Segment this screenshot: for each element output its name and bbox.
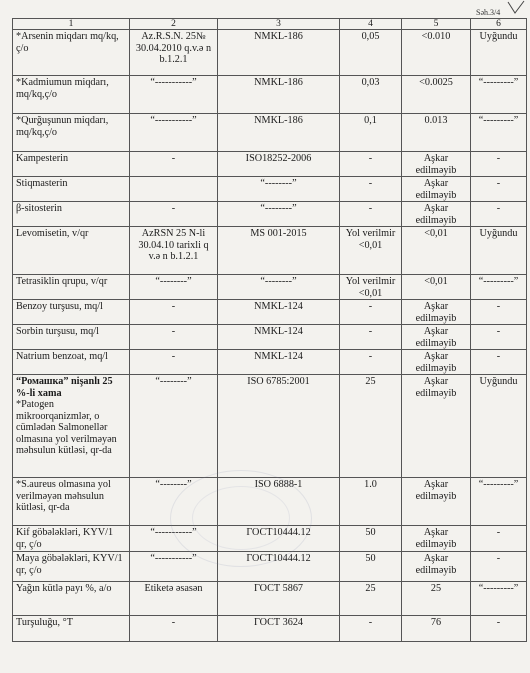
conclusion-cell: Uyğundu (471, 227, 527, 275)
indicator-cell: *S.aureus olmasına yol verilməyən məhsulun kütləsi, qr-da (13, 478, 130, 526)
result-cell: <0,01 (402, 227, 471, 275)
test-method-cell: NMKL-124 (218, 300, 340, 325)
norm-value-cell: 1.0 (340, 478, 402, 526)
test-method-cell: ГОСТ10444.12 (218, 552, 340, 582)
indicator-cell: Tetrasiklin qrupu, v/qr (13, 275, 130, 300)
result-cell: Aşkar edilməyib (402, 526, 471, 552)
result-cell: <0,01 (402, 275, 471, 300)
test-method-cell: MS 001-2015 (218, 227, 340, 275)
result-cell: 76 (402, 616, 471, 642)
normative-doc-cell: “--------” (130, 275, 218, 300)
test-method-cell: ISO18252-2006 (218, 152, 340, 177)
results-table (12, 18, 527, 642)
table-row (13, 526, 527, 552)
norm-value-cell: 0,05 (340, 30, 402, 76)
indicator-cell: *Arsenin miqdarı mq/kq, ç/o (13, 30, 130, 76)
conclusion-cell: “---------” (471, 582, 527, 616)
indicator-cell: *Kadmiumun miqdarı, mq/kq,ç/o (13, 76, 130, 114)
indicator-cell: Levomisetin, v/qr (13, 227, 130, 275)
test-method-cell: NMKL-186 (218, 114, 340, 152)
conclusion-cell: - (471, 526, 527, 552)
product-name: “Ромашка” nişanlı 25 %-li xama (16, 376, 113, 399)
table-row (13, 275, 527, 300)
norm-value-cell: 50 (340, 526, 402, 552)
indicator-cell: Natrium benzoat, mq/l (13, 350, 130, 375)
normative-doc-cell: “-----------” (130, 552, 218, 582)
indicator-cell (13, 375, 130, 478)
column-number: 1 (13, 19, 130, 30)
conclusion-cell: - (471, 177, 527, 202)
norm-value-cell: 25 (340, 375, 402, 478)
indicator-text: *Patogen mikroorqanizmlər, o cümlədən Salmonellər olmasına yol verilməyən məhsulun kütləsi, qr-da (16, 399, 117, 456)
normative-doc-cell: - (130, 350, 218, 375)
test-method-cell: NMKL-186 (218, 76, 340, 114)
norm-value-cell: Yol verilmir <0,01 (340, 227, 402, 275)
conclusion-cell: - (471, 616, 527, 642)
normative-doc-cell: Etiketə əsasən (130, 582, 218, 616)
indicator-cell: Kampesterin (13, 152, 130, 177)
result-cell: 0.013 (402, 114, 471, 152)
indicator-cell: Turşuluğu, °T (13, 616, 130, 642)
table-row (13, 478, 527, 526)
test-method-cell: NMKL-124 (218, 350, 340, 375)
indicator-cell: Benzoy turşusu, mq/l (13, 300, 130, 325)
result-cell: <0.0025 (402, 76, 471, 114)
normative-doc-cell: “-----------” (130, 114, 218, 152)
normative-doc-cell: “--------” (130, 375, 218, 478)
conclusion-cell: “---------” (471, 275, 527, 300)
result-cell: Aşkar edilməyib (402, 177, 471, 202)
normative-doc-cell: “-----------” (130, 526, 218, 552)
result-cell: Aşkar edilməyib (402, 325, 471, 350)
column-number: 2 (130, 19, 218, 30)
norm-value-cell: - (340, 300, 402, 325)
table-row (13, 300, 527, 325)
conclusion-cell: Uyğundu (471, 375, 527, 478)
table-row (13, 202, 527, 227)
test-method-cell: ISO 6785:2001 (218, 375, 340, 478)
conclusion-cell: “---------” (471, 76, 527, 114)
norm-value-cell: - (340, 325, 402, 350)
normative-doc-cell: Az.R.S.N. 25№ 30.04.2010 q.v.ə n b.1.2.1 (130, 30, 218, 76)
indicator-cell: β-sitosterin (13, 202, 130, 227)
conclusion-cell: - (471, 552, 527, 582)
test-method-cell: ГОСТ 5867 (218, 582, 340, 616)
test-method-cell: ISO 6888-1 (218, 478, 340, 526)
normative-doc-cell: - (130, 202, 218, 227)
normative-doc-cell: - (130, 616, 218, 642)
conclusion-cell: - (471, 300, 527, 325)
result-cell: Aşkar edilməyib (402, 350, 471, 375)
table-row (13, 552, 527, 582)
test-method-cell: ГОСТ 3624 (218, 616, 340, 642)
normative-doc-cell: - (130, 325, 218, 350)
conclusion-cell: “---------” (471, 114, 527, 152)
result-cell: Aşkar edilməyib (402, 152, 471, 177)
norm-value-cell: Yol verilmir <0,01 (340, 275, 402, 300)
normative-doc-cell: “-----------” (130, 76, 218, 114)
table-row (13, 114, 527, 152)
table-row (13, 76, 527, 114)
result-cell: <0.010 (402, 30, 471, 76)
test-method-cell: “--------” (218, 177, 340, 202)
normative-doc-cell: AzRSN 25 N-li 30.04.10 tarixli q v.ə n b.1.2.1 (130, 227, 218, 275)
result-cell: Aşkar edilməyib (402, 375, 471, 478)
indicator-cell: Sorbin turşusu, mq/l (13, 325, 130, 350)
column-number: 3 (218, 19, 340, 30)
indicator-cell: Stiqmasterin (13, 177, 130, 202)
normative-doc-cell: “--------” (130, 478, 218, 526)
norm-value-cell: - (340, 152, 402, 177)
table-row (13, 152, 527, 177)
conclusion-cell: - (471, 152, 527, 177)
norm-value-cell: - (340, 177, 402, 202)
conclusion-cell: “---------” (471, 478, 527, 526)
table-row (13, 582, 527, 616)
norm-value-cell: 25 (340, 582, 402, 616)
table-row (13, 350, 527, 375)
indicator-cell: Kif göbələkləri, KYV/1 qr, ç/o (13, 526, 130, 552)
test-method-cell: ГОСТ10444.12 (218, 526, 340, 552)
result-cell: Aşkar edilməyib (402, 300, 471, 325)
table-row (13, 30, 527, 76)
indicator-cell: *Qurğuşunun miqdarı, mq/kq,ç/o (13, 114, 130, 152)
norm-value-cell: - (340, 350, 402, 375)
indicator-cell: Yağın kütlə payı %, a/o (13, 582, 130, 616)
column-number: 6 (471, 19, 527, 30)
result-cell: Aşkar edilməyib (402, 552, 471, 582)
conclusion-cell: - (471, 350, 527, 375)
column-number: 4 (340, 19, 402, 30)
conclusion-cell: Uyğundu (471, 30, 527, 76)
norm-value-cell: - (340, 616, 402, 642)
test-method-cell: NMKL-124 (218, 325, 340, 350)
table-row (13, 616, 527, 642)
conclusion-cell: - (471, 325, 527, 350)
normative-doc-cell (130, 177, 218, 202)
norm-value-cell: 0,03 (340, 76, 402, 114)
column-number: 5 (402, 19, 471, 30)
table-row (13, 177, 527, 202)
result-cell: 25 (402, 582, 471, 616)
indicator-cell: Maya göbələkləri, KYV/1 qr, ç/o (13, 552, 130, 582)
corner-check-mark (505, 0, 527, 16)
sheet-number: Səh.3/4 (476, 8, 501, 17)
normative-doc-cell: - (130, 300, 218, 325)
norm-value-cell: - (340, 202, 402, 227)
column-number-row (13, 19, 527, 30)
test-method-cell: NMKL-186 (218, 30, 340, 76)
norm-value-cell: 50 (340, 552, 402, 582)
table-row (13, 325, 527, 350)
result-cell: Aşkar edilməyib (402, 478, 471, 526)
table-row (13, 227, 527, 275)
test-method-cell: “--------” (218, 275, 340, 300)
normative-doc-cell: - (130, 152, 218, 177)
table-row (13, 375, 527, 478)
test-method-cell: “--------” (218, 202, 340, 227)
result-cell: Aşkar edilməyib (402, 202, 471, 227)
conclusion-cell: - (471, 202, 527, 227)
norm-value-cell: 0,1 (340, 114, 402, 152)
